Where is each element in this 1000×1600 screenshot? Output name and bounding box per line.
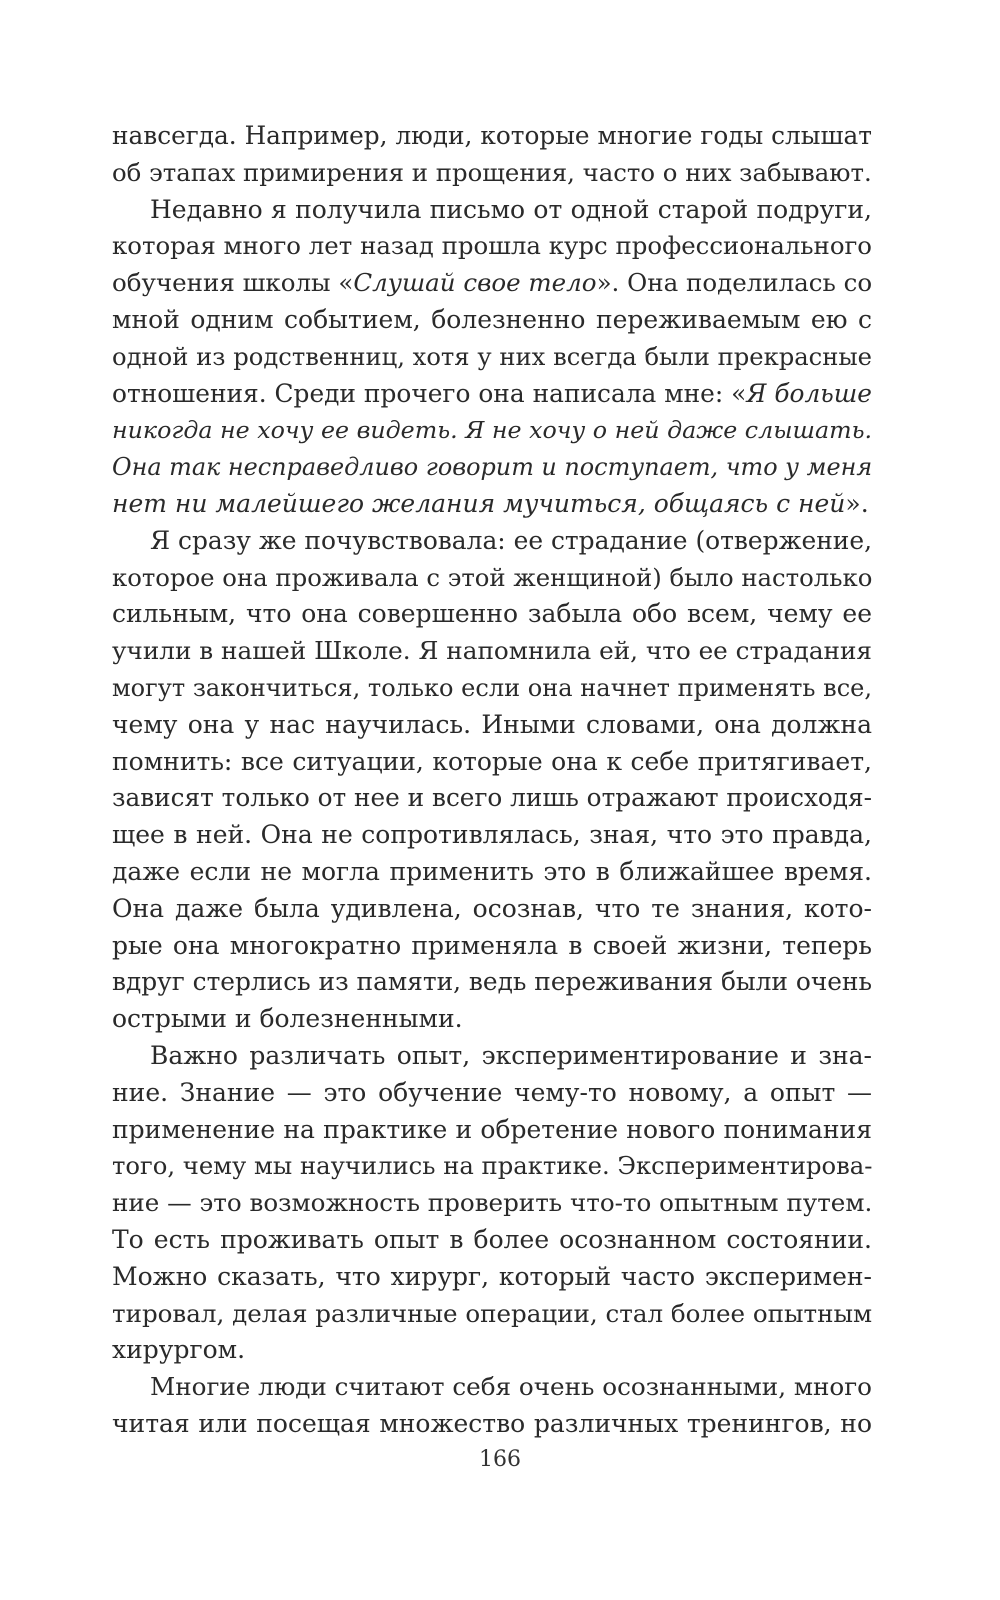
text-line: Важно различать опыт, экспериментирование и зна- [150, 1040, 872, 1070]
italic-quote: Я больше [746, 378, 872, 408]
italic-quote: нет ни малейшего желания мучиться, общаясь с ней [112, 488, 846, 518]
text-line: тировал, делая различные операции, стал более опытным [112, 1298, 873, 1328]
text-line: ние. Знание — это обучение чему-то новому, а опыт — [112, 1077, 872, 1107]
italic-quote: никогда не хочу ее видеть. Я не хочу о ней даже слышать. [112, 416, 873, 445]
text-line: Она даже была удивлена, осознав, что те знания, кото- [112, 893, 872, 923]
text-line: Можно сказать, что хирург, который часто эксперимен- [112, 1261, 872, 1291]
text-line: острыми и болезненными. [112, 1004, 463, 1034]
text-line: Я сразу же почувствовала: ее страдание (отвержение, [150, 525, 873, 555]
text-line: учили в нашей Школе. Я напомнила ей, что ее страдания [112, 636, 872, 666]
text-line: рые она многократно применяла в своей жизни, теперь [112, 930, 872, 960]
text-line: об этапах примирения и прощения, часто о них забывают. [112, 157, 872, 187]
text-fragment: ». Она поделилась со [596, 268, 873, 298]
text-line [112, 486, 872, 523]
text-fragment: ». [845, 488, 869, 518]
body-text [112, 118, 872, 1443]
text-line: применение на практике и обретение нового понимания [112, 1114, 872, 1144]
text-line [112, 265, 872, 302]
text-line: ние — это возможность проверить что-то опытным путем. [112, 1188, 873, 1218]
text-line: щее в ней. Она не сопротивлялась, зная, что это правда, [112, 820, 872, 850]
italic-title: Слушай свое тело [353, 268, 597, 298]
text-line: которое она проживала с этой женщиной) было настолько [112, 562, 873, 592]
text-fragment: обучения школы « [112, 268, 354, 298]
text-line [112, 449, 872, 486]
text-line: То есть проживать опыт в более осознанном состоянии. [112, 1224, 872, 1254]
text-line: читая или посещая множество различных тренингов, но [112, 1408, 872, 1438]
text-line: хирургом. [112, 1335, 246, 1365]
text-fragment: отношения. Среди прочего она написала мне: « [112, 378, 747, 408]
text-line: могут закончиться, только если она начнет применять все, [112, 673, 872, 702]
text-line: навсегда. Например, люди, которые многие годы слышат [112, 121, 872, 150]
text-line [112, 376, 872, 413]
text-line: помнить: все ситуации, которые она к себе притягивает, [112, 746, 872, 776]
text-line: одной из родственниц, хотя у них всегда были прекрасные [112, 342, 872, 371]
text-line: вдруг стерлись из памяти, ведь переживания были очень [112, 967, 872, 997]
text-line: которая много лет назад прошла курс профессионального [112, 231, 872, 261]
text-line: Многие люди считают себя очень осознанными, много [150, 1372, 872, 1402]
text-line: мной одним событием, болезненно переживаемым ею с [112, 304, 872, 334]
text-line: чему она у нас научилась. Иными словами, она должна [112, 709, 872, 739]
text-line: Недавно я получила письмо от одной старой подруги, [150, 194, 872, 224]
italic-quote: Она так несправедливо говорит и поступает, что у меня [112, 453, 873, 482]
text-line: сильным, что она совершенно забыла обо всем, чему ее [112, 599, 872, 629]
text-line: зависят только от нее и всего лишь отражают происходя- [112, 783, 872, 813]
page-number: 166 [479, 1447, 521, 1472]
text-line: даже если не могла применить это в ближайшее время. [112, 856, 872, 886]
text-line [112, 412, 872, 449]
text-line: того, чему мы научились на практике. Экспериментирова- [112, 1151, 873, 1181]
